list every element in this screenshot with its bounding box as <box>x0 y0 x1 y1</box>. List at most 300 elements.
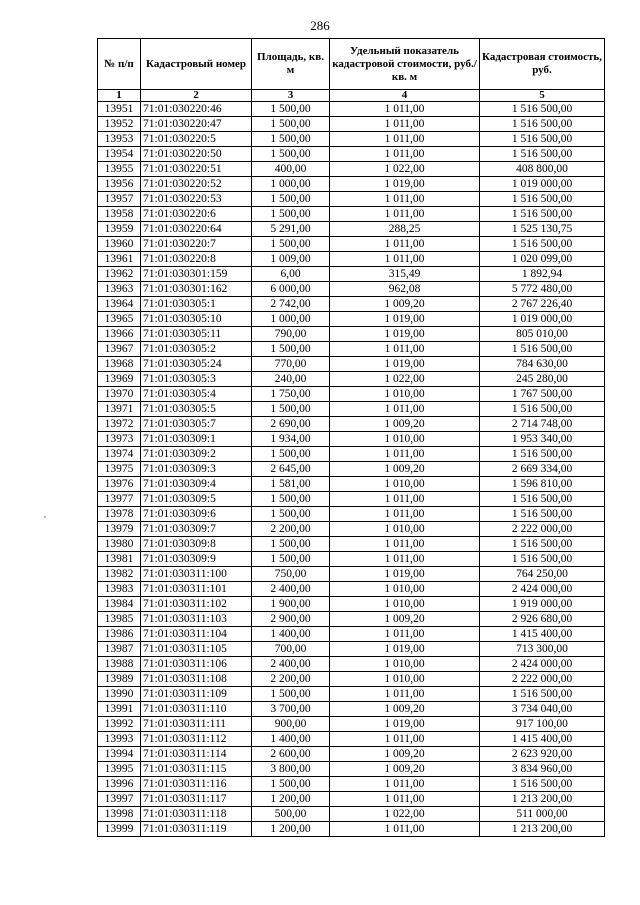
cadastral-number: 71:01:030220:7 <box>141 237 252 252</box>
unit-value: 1 010,00 <box>330 387 480 402</box>
header-row <box>98 39 605 90</box>
row-index: 13974 <box>98 447 141 462</box>
row-index: 13960 <box>98 237 141 252</box>
table-row <box>98 312 605 327</box>
table-row <box>98 402 605 417</box>
cadastral-value: 1 596 810,00 <box>480 477 605 492</box>
cadastral-number: 71:01:030311:103 <box>141 612 252 627</box>
cadastral-value: 784 630,00 <box>480 357 605 372</box>
area-value: 1 750,00 <box>252 387 330 402</box>
cadastral-value: 511 000,00 <box>480 807 605 822</box>
unit-value: 1 009,20 <box>330 417 480 432</box>
area-value: 1 000,00 <box>252 177 330 192</box>
cadastral-value: 1 516 500,00 <box>480 402 605 417</box>
cadastral-number: 71:01:030220:5 <box>141 132 252 147</box>
row-index: 13979 <box>98 522 141 537</box>
cadastral-number: 71:01:030220:52 <box>141 177 252 192</box>
cadastral-value: 1 516 500,00 <box>480 102 605 117</box>
cadastral-number: 71:01:030220:46 <box>141 102 252 117</box>
unit-value: 1 011,00 <box>330 537 480 552</box>
unit-value: 1 022,00 <box>330 807 480 822</box>
cadastral-number: 71:01:030301:162 <box>141 282 252 297</box>
cadastral-value: 1 415 400,00 <box>480 732 605 747</box>
cadastral-value: 2 714 748,00 <box>480 417 605 432</box>
table-row <box>98 822 605 837</box>
unit-value: 1 019,00 <box>330 312 480 327</box>
area-value: 700,00 <box>252 642 330 657</box>
cadastral-value: 1 516 500,00 <box>480 537 605 552</box>
area-value: 1 200,00 <box>252 792 330 807</box>
unit-value: 1 010,00 <box>330 657 480 672</box>
area-value: 400,00 <box>252 162 330 177</box>
cadastral-value: 713 300,00 <box>480 642 605 657</box>
unit-value: 1 010,00 <box>330 597 480 612</box>
cadastral-value: 1 516 500,00 <box>480 132 605 147</box>
area-value: 750,00 <box>252 567 330 582</box>
unit-value: 1 010,00 <box>330 582 480 597</box>
cadastral-number: 71:01:030311:109 <box>141 687 252 702</box>
cadastral-number: 71:01:030311:110 <box>141 702 252 717</box>
cadastral-value: 3 834 960,00 <box>480 762 605 777</box>
cadastral-number: 71:01:030311:105 <box>141 642 252 657</box>
cadastral-table <box>97 38 605 837</box>
area-value: 1 500,00 <box>252 537 330 552</box>
area-value: 1 500,00 <box>252 447 330 462</box>
cadastral-value: 1 020 099,00 <box>480 252 605 267</box>
cadastral-number: 71:01:030305:10 <box>141 312 252 327</box>
cadastral-value: 245 280,00 <box>480 372 605 387</box>
header-area: Площадь, кв. м <box>252 39 330 90</box>
column-number: 1 <box>98 90 141 102</box>
cadastral-value: 1 516 500,00 <box>480 552 605 567</box>
cadastral-value: 1 919 000,00 <box>480 597 605 612</box>
table-row <box>98 342 605 357</box>
table-row <box>98 372 605 387</box>
cadastral-number: 71:01:030309:4 <box>141 477 252 492</box>
area-value: 1 400,00 <box>252 627 330 642</box>
unit-value: 1 019,00 <box>330 327 480 342</box>
row-index: 13975 <box>98 462 141 477</box>
cadastral-value: 3 734 040,00 <box>480 702 605 717</box>
area-value: 2 645,00 <box>252 462 330 477</box>
cadastral-value: 1 767 500,00 <box>480 387 605 402</box>
area-value: 1 500,00 <box>252 342 330 357</box>
cadastral-value: 2 424 000,00 <box>480 657 605 672</box>
cadastral-value: 1 516 500,00 <box>480 117 605 132</box>
row-index: 13952 <box>98 117 141 132</box>
area-value: 2 742,00 <box>252 297 330 312</box>
header-cadastral-number: Кадастровый номер <box>141 39 252 90</box>
table-row <box>98 717 605 732</box>
area-value: 2 400,00 <box>252 657 330 672</box>
area-value: 1 900,00 <box>252 597 330 612</box>
area-value: 1 000,00 <box>252 312 330 327</box>
row-index: 13987 <box>98 642 141 657</box>
row-index: 13978 <box>98 507 141 522</box>
table-row <box>98 237 605 252</box>
cadastral-number: 71:01:030220:53 <box>141 192 252 207</box>
row-index: 13985 <box>98 612 141 627</box>
unit-value: 1 010,00 <box>330 432 480 447</box>
unit-value: 1 009,20 <box>330 747 480 762</box>
row-index: 13968 <box>98 357 141 372</box>
cadastral-number: 71:01:030309:6 <box>141 507 252 522</box>
cadastral-value: 1 516 500,00 <box>480 777 605 792</box>
column-number: 4 <box>330 90 480 102</box>
cadastral-number: 71:01:030220:50 <box>141 147 252 162</box>
cadastral-value: 2 623 920,00 <box>480 747 605 762</box>
cadastral-number: 71:01:030301:159 <box>141 267 252 282</box>
cadastral-number: 71:01:030311:111 <box>141 717 252 732</box>
row-index: 13981 <box>98 552 141 567</box>
cadastral-number: 71:01:030311:112 <box>141 732 252 747</box>
area-value: 2 400,00 <box>252 582 330 597</box>
unit-value: 1 011,00 <box>330 117 480 132</box>
cadastral-value: 1 516 500,00 <box>480 342 605 357</box>
unit-value: 1 011,00 <box>330 237 480 252</box>
cadastral-number: 71:01:030305:24 <box>141 357 252 372</box>
table-row <box>98 627 605 642</box>
cadastral-number: 71:01:030220:6 <box>141 207 252 222</box>
area-value: 1 934,00 <box>252 432 330 447</box>
area-value: 1 500,00 <box>252 237 330 252</box>
table-header <box>98 39 605 102</box>
area-value: 900,00 <box>252 717 330 732</box>
cadastral-value: 917 100,00 <box>480 717 605 732</box>
table-row <box>98 297 605 312</box>
table-row <box>98 252 605 267</box>
cadastral-number: 71:01:030305:1 <box>141 297 252 312</box>
table-row <box>98 282 605 297</box>
table-row <box>98 447 605 462</box>
area-value: 1 500,00 <box>252 147 330 162</box>
unit-value: 288,25 <box>330 222 480 237</box>
column-number: 5 <box>480 90 605 102</box>
cadastral-number: 71:01:030305:7 <box>141 417 252 432</box>
area-value: 1 500,00 <box>252 552 330 567</box>
unit-value: 1 011,00 <box>330 492 480 507</box>
row-index: 13969 <box>98 372 141 387</box>
unit-value: 1 009,20 <box>330 462 480 477</box>
table-row <box>98 612 605 627</box>
cadastral-value: 1 516 500,00 <box>480 507 605 522</box>
cadastral-number: 71:01:030309:1 <box>141 432 252 447</box>
table-row <box>98 477 605 492</box>
area-value: 1 200,00 <box>252 822 330 837</box>
cadastral-number: 71:01:030311:118 <box>141 807 252 822</box>
row-index: 13984 <box>98 597 141 612</box>
row-index: 13976 <box>98 477 141 492</box>
unit-value: 1 011,00 <box>330 192 480 207</box>
area-value: 1 500,00 <box>252 777 330 792</box>
unit-value: 1 010,00 <box>330 672 480 687</box>
cadastral-value: 408 800,00 <box>480 162 605 177</box>
row-index: 13999 <box>98 822 141 837</box>
row-index: 13954 <box>98 147 141 162</box>
table-row <box>98 327 605 342</box>
area-value: 1 500,00 <box>252 402 330 417</box>
unit-value: 1 019,00 <box>330 642 480 657</box>
cadastral-number: 71:01:030311:115 <box>141 762 252 777</box>
area-value: 5 291,00 <box>252 222 330 237</box>
row-index: 13980 <box>98 537 141 552</box>
cadastral-number: 71:01:030309:5 <box>141 492 252 507</box>
unit-value: 1 011,00 <box>330 627 480 642</box>
cadastral-number: 71:01:030305:4 <box>141 387 252 402</box>
area-value: 6 000,00 <box>252 282 330 297</box>
area-value: 1 400,00 <box>252 732 330 747</box>
area-value: 2 600,00 <box>252 747 330 762</box>
row-index: 13973 <box>98 432 141 447</box>
unit-value: 1 019,00 <box>330 717 480 732</box>
table-row <box>98 117 605 132</box>
table-row <box>98 807 605 822</box>
area-value: 1 500,00 <box>252 192 330 207</box>
unit-value: 1 022,00 <box>330 372 480 387</box>
table-row <box>98 132 605 147</box>
cadastral-number: 71:01:030220:8 <box>141 252 252 267</box>
row-index: 13963 <box>98 282 141 297</box>
area-value: 3 800,00 <box>252 762 330 777</box>
unit-value: 1 011,00 <box>330 102 480 117</box>
row-index: 13993 <box>98 732 141 747</box>
cadastral-value: 2 222 000,00 <box>480 672 605 687</box>
cadastral-value: 1 525 130,75 <box>480 222 605 237</box>
header-index: № п/п <box>98 39 141 90</box>
cadastral-value: 1 516 500,00 <box>480 447 605 462</box>
area-value: 1 500,00 <box>252 507 330 522</box>
table-row <box>98 657 605 672</box>
unit-value: 1 011,00 <box>330 207 480 222</box>
table-row <box>98 792 605 807</box>
table-row <box>98 642 605 657</box>
row-index: 13967 <box>98 342 141 357</box>
cadastral-value: 1 516 500,00 <box>480 147 605 162</box>
cadastral-number: 71:01:030305:3 <box>141 372 252 387</box>
area-value: 1 500,00 <box>252 132 330 147</box>
row-index: 13977 <box>98 492 141 507</box>
table-row <box>98 492 605 507</box>
table-row <box>98 747 605 762</box>
row-index: 13956 <box>98 177 141 192</box>
table-row <box>98 102 605 117</box>
unit-value: 1 019,00 <box>330 177 480 192</box>
cadastral-number: 71:01:030309:9 <box>141 552 252 567</box>
row-index: 13951 <box>98 102 141 117</box>
cadastral-value: 1 516 500,00 <box>480 237 605 252</box>
area-value: 1 009,00 <box>252 252 330 267</box>
area-value: 3 700,00 <box>252 702 330 717</box>
unit-value: 1 009,20 <box>330 762 480 777</box>
cadastral-value: 764 250,00 <box>480 567 605 582</box>
table-row <box>98 537 605 552</box>
cadastral-number: 71:01:030311:117 <box>141 792 252 807</box>
unit-value: 1 010,00 <box>330 477 480 492</box>
column-number-row <box>98 90 605 102</box>
table-row <box>98 162 605 177</box>
area-value: 1 581,00 <box>252 477 330 492</box>
row-index: 13972 <box>98 417 141 432</box>
cadastral-number: 71:01:030305:2 <box>141 342 252 357</box>
area-value: 2 200,00 <box>252 522 330 537</box>
unit-value: 1 011,00 <box>330 402 480 417</box>
scan-speck <box>44 516 46 518</box>
cadastral-value: 2 926 680,00 <box>480 612 605 627</box>
area-value: 240,00 <box>252 372 330 387</box>
cadastral-number: 71:01:030309:7 <box>141 522 252 537</box>
table-row <box>98 687 605 702</box>
row-index: 13988 <box>98 657 141 672</box>
table-row <box>98 597 605 612</box>
cadastral-number: 71:01:030311:114 <box>141 747 252 762</box>
column-number: 2 <box>141 90 252 102</box>
table-row <box>98 267 605 282</box>
cadastral-value: 5 772 480,00 <box>480 282 605 297</box>
cadastral-value: 2 669 334,00 <box>480 462 605 477</box>
cadastral-number: 71:01:030311:104 <box>141 627 252 642</box>
cadastral-number: 71:01:030220:51 <box>141 162 252 177</box>
table-row <box>98 582 605 597</box>
cadastral-value: 1 953 340,00 <box>480 432 605 447</box>
unit-value: 1 019,00 <box>330 567 480 582</box>
cadastral-value: 2 767 226,40 <box>480 297 605 312</box>
table-row <box>98 777 605 792</box>
area-value: 2 900,00 <box>252 612 330 627</box>
row-index: 13992 <box>98 717 141 732</box>
table-row <box>98 507 605 522</box>
area-value: 1 500,00 <box>252 102 330 117</box>
cadastral-number: 71:01:030305:5 <box>141 402 252 417</box>
cadastral-number: 71:01:030305:11 <box>141 327 252 342</box>
table-row <box>98 222 605 237</box>
table-row <box>98 147 605 162</box>
unit-value: 1 011,00 <box>330 552 480 567</box>
area-value: 770,00 <box>252 357 330 372</box>
cadastral-value: 1 019 000,00 <box>480 312 605 327</box>
cadastral-number: 71:01:030311:106 <box>141 657 252 672</box>
row-index: 13997 <box>98 792 141 807</box>
column-number: 3 <box>252 90 330 102</box>
cadastral-value: 1 516 500,00 <box>480 192 605 207</box>
table-row <box>98 357 605 372</box>
row-index: 13966 <box>98 327 141 342</box>
unit-value: 1 011,00 <box>330 732 480 747</box>
unit-value: 1 011,00 <box>330 132 480 147</box>
row-index: 13983 <box>98 582 141 597</box>
unit-value: 1 009,20 <box>330 702 480 717</box>
cadastral-number: 71:01:030311:100 <box>141 567 252 582</box>
row-index: 13964 <box>98 297 141 312</box>
table-row <box>98 432 605 447</box>
table-row <box>98 522 605 537</box>
row-index: 13998 <box>98 807 141 822</box>
unit-value: 1 011,00 <box>330 252 480 267</box>
unit-value: 962,08 <box>330 282 480 297</box>
cadastral-number: 71:01:030311:102 <box>141 597 252 612</box>
row-index: 13962 <box>98 267 141 282</box>
row-index: 13957 <box>98 192 141 207</box>
table-row <box>98 192 605 207</box>
cadastral-value: 1 516 500,00 <box>480 687 605 702</box>
area-value: 790,00 <box>252 327 330 342</box>
row-index: 13991 <box>98 702 141 717</box>
table-row <box>98 732 605 747</box>
cadastral-value: 1 213 200,00 <box>480 792 605 807</box>
cadastral-value: 1 019 000,00 <box>480 177 605 192</box>
cadastral-number: 71:01:030220:47 <box>141 117 252 132</box>
area-value: 500,00 <box>252 807 330 822</box>
table-row <box>98 552 605 567</box>
table-row <box>98 207 605 222</box>
page-number: 286 <box>310 18 330 33</box>
unit-value: 315,49 <box>330 267 480 282</box>
cadastral-value: 1 516 500,00 <box>480 207 605 222</box>
row-index: 13958 <box>98 207 141 222</box>
cadastral-number: 71:01:030311:101 <box>141 582 252 597</box>
cadastral-value: 2 222 000,00 <box>480 522 605 537</box>
row-index: 13996 <box>98 777 141 792</box>
table-body <box>98 102 605 837</box>
table-row <box>98 417 605 432</box>
row-index: 13971 <box>98 402 141 417</box>
row-index: 13953 <box>98 132 141 147</box>
table-row <box>98 387 605 402</box>
area-value: 1 500,00 <box>252 687 330 702</box>
row-index: 13955 <box>98 162 141 177</box>
unit-value: 1 011,00 <box>330 687 480 702</box>
cadastral-number: 71:01:030309:2 <box>141 447 252 462</box>
cadastral-value: 805 010,00 <box>480 327 605 342</box>
table-row <box>98 462 605 477</box>
cadastral-number: 71:01:030311:116 <box>141 777 252 792</box>
row-index: 13989 <box>98 672 141 687</box>
cadastral-number: 71:01:030311:108 <box>141 672 252 687</box>
row-index: 13982 <box>98 567 141 582</box>
row-index: 13965 <box>98 312 141 327</box>
cadastral-value: 2 424 000,00 <box>480 582 605 597</box>
table-row <box>98 762 605 777</box>
row-index: 13959 <box>98 222 141 237</box>
unit-value: 1 011,00 <box>330 342 480 357</box>
header-cadastral-value: Кадастровая стоимость, руб. <box>480 39 605 90</box>
table-row <box>98 672 605 687</box>
unit-value: 1 011,00 <box>330 792 480 807</box>
row-index: 13995 <box>98 762 141 777</box>
row-index: 13990 <box>98 687 141 702</box>
area-value: 2 690,00 <box>252 417 330 432</box>
unit-value: 1 009,20 <box>330 297 480 312</box>
cadastral-number: 71:01:030311:119 <box>141 822 252 837</box>
cadastral-number: 71:01:030309:8 <box>141 537 252 552</box>
table-row <box>98 702 605 717</box>
unit-value: 1 011,00 <box>330 777 480 792</box>
cadastral-value: 1 516 500,00 <box>480 492 605 507</box>
unit-value: 1 011,00 <box>330 447 480 462</box>
header-unit-value: Удельный показатель кадастровой стоимости, руб./кв. м <box>330 39 480 90</box>
cadastral-number: 71:01:030220:64 <box>141 222 252 237</box>
area-value: 2 200,00 <box>252 672 330 687</box>
unit-value: 1 011,00 <box>330 507 480 522</box>
row-index: 13986 <box>98 627 141 642</box>
row-index: 13994 <box>98 747 141 762</box>
cadastral-value: 1 415 400,00 <box>480 627 605 642</box>
unit-value: 1 010,00 <box>330 522 480 537</box>
cadastral-value: 1 213 200,00 <box>480 822 605 837</box>
unit-value: 1 022,00 <box>330 162 480 177</box>
unit-value: 1 009,20 <box>330 612 480 627</box>
unit-value: 1 011,00 <box>330 822 480 837</box>
unit-value: 1 011,00 <box>330 147 480 162</box>
